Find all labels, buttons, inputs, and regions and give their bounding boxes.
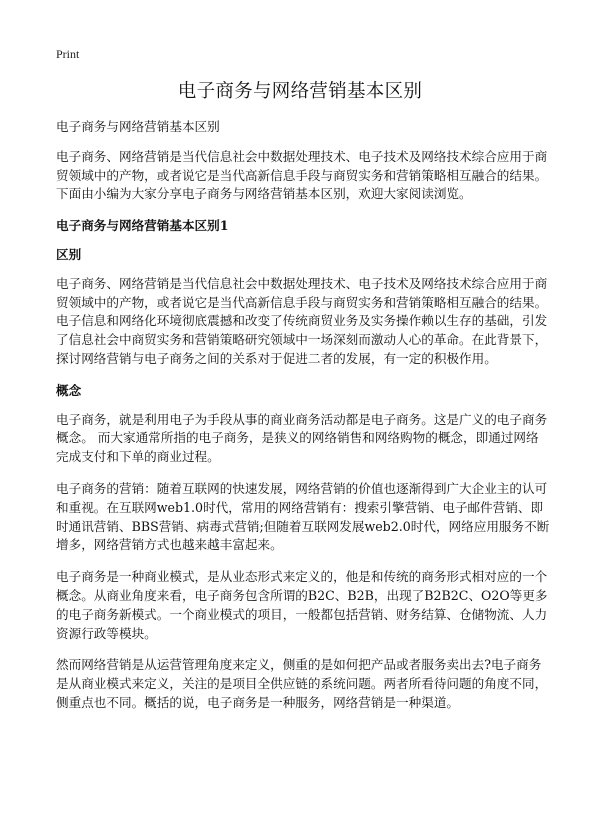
document-body	[56, 118, 550, 713]
intro-paragraph: 电子商务、网络营销是当代信息社会中数据处理技术、电子技术及网络技术综合应用于商贸领域中的产物，或者说它是当代高新信息手段与商贸实务和营销策略相互融合的结果。下面由小编为大家分享电子商务与网络营销基本区别，欢迎大家阅读浏览。	[56, 148, 548, 202]
concept-paragraph-3: 电子商务是一种商业模式，是从业态形式来定义的，他是和传统的商务形式相对应的一个概念。从商业角度来看，电子商务包含所谓的B2C、B2B，出现了B2B2C、O2O等更多的电子商务新模式。一个商业模式的项目，一般都包括营销、财务结算、仓储物流、人力资源行政等模块。	[56, 569, 548, 641]
page-title: 电子商务与网络营销基本区别	[177, 81, 423, 102]
concept-paragraph-4: 然而网络营销是从运营管理角度来定义，侧重的是如何把产品或者服务卖出去?电子商务是从商业模式来定义，关注的是项目全供应链的系统问题。两者所看待问题的角度不同，侧重点也不同。概括的说，电子商务是一种服务，网络营销是一种渠道。	[56, 657, 548, 710]
difference-paragraph: 电子商务、网络营销是当代信息社会中数据处理技术、电子技术及网络技术综合应用于商贸领域中的产物，或者说它是当代高新信息手段与商贸实务和营销策略相互融合的结果。电子信息和网络化环境彻底震撼和改变了传统商贸业务及实务操作赖以生存的基础，引发了信息社会中商贸实务和营销策略研究领域中一场深刻而激动人心的革命。在此背景下，探讨网络营销与电子商务之间的关系对于促进二者的发展，有一定的积极作用。	[56, 275, 548, 366]
concept-paragraph-2: 电子商务的营销：随着互联网的快速发展，网络营销的价值也逐渐得到广大企业主的认可和重视。在互联网web1.0时代，常用的网络营销有：搜索引擎营销、电子邮件营销、即时通讯营销、BBS营销、病毒式营销;但随着互联网发展web2.0时代，网络应用服务不断增多，网络营销方式也越来越丰富起来。	[56, 480, 550, 553]
concept-paragraph-1: 电子商务，就是利用电子为手段从事的商业商务活动都是电子商务。这是广义的电子商务概念。 而大家通常所指的电子商务，是狭义的网络销售和网络购物的概念，即通过网络完成支付和下单的商业过程。	[56, 411, 548, 465]
print-link[interactable]: Print	[56, 47, 80, 61]
concept-heading: 概念	[56, 382, 82, 398]
difference-heading: 区别	[56, 246, 82, 262]
document-subtitle: 电子商务与网络营销基本区别	[56, 119, 220, 134]
section-heading: 电子商务与网络营销基本区别1	[56, 218, 229, 234]
